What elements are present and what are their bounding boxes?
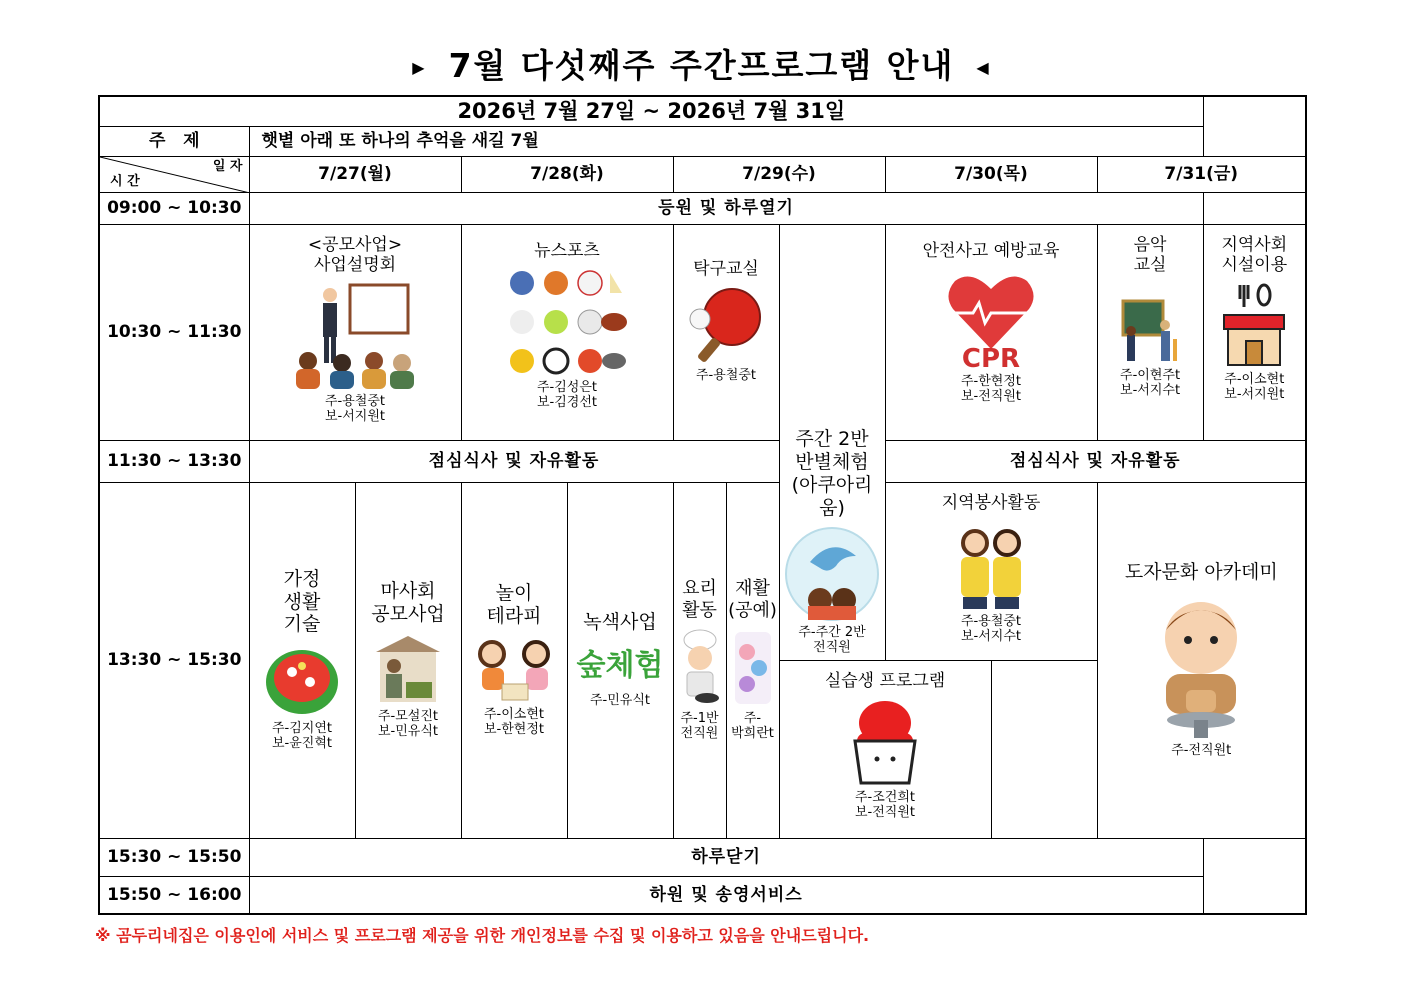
program-cell [726,482,779,838]
staff-text: 주-이소현t 보-서지원t [1224,372,1285,403]
lunch-band: 점심식사 및 자유활동 [885,440,1306,482]
right-triangle-icon: ◀ [976,58,991,77]
title-text: 7월 다섯째주 주간프로그램 안내 [448,46,955,85]
time-slot: 13:30 ~ 15:30 [99,482,249,838]
market-icon [370,632,446,706]
program-cell [1097,224,1203,440]
staff-text: 주-모설진t 보-민유식t [377,708,439,739]
staff-text: 주- 박희란t [731,710,774,741]
theme-label: 주 제 [99,126,249,156]
leaving-band: 하원 및 송영서비스 [249,876,1203,914]
program-title: 마사회 공모사업 [371,580,445,626]
day-header: 7/29(수) [673,156,885,192]
chef-icon [677,628,723,708]
kids-playing-icon [472,634,556,704]
program-title: 요리 활동 [682,578,717,622]
forest-experience-icon: 숲체험 [576,647,664,683]
program-cell [673,482,726,838]
theme-value: 햇볕 아래 또 하나의 추억을 새길 7월 [249,126,1203,156]
staff-text: 주-김지연t 보-윤진혁t [271,721,333,752]
program-cell [885,224,1097,440]
staff-text: 주-용철중t [695,367,757,383]
program-cell [461,224,673,440]
staff-text: 주-조건희t 보-전직원t [854,789,916,820]
program-title: 도자문화 아카데미 [1124,561,1278,584]
program-title: 놀이 테라피 [486,582,542,628]
volunteers-icon [949,519,1033,611]
time-slot: 15:50 ~ 16:00 [99,876,249,914]
program-cell [673,224,779,440]
program-title: 뉴스포츠 [534,240,600,261]
lunch-band: 점심식사 및 자유활동 [249,440,779,482]
day-header: 7/30(목) [885,156,1097,192]
staff-text: 주-전직원t [1171,742,1232,758]
program-title: 재활 (공예) [728,578,777,622]
program-cell [249,224,461,440]
cpr-heart-icon [939,267,1043,371]
time-slot: 11:30 ~ 13:30 [99,440,249,482]
period-heading: 2026년 7월 27일 ~ 2026년 7월 31일 [99,96,1203,126]
restaurant-icon [1218,281,1290,369]
cpr-text: CPR [961,343,1021,371]
left-triangle-icon: ▶ [412,58,427,77]
program-title: 녹색사업 [583,611,657,634]
program-title: 탁구교실 [693,258,759,279]
program-title: 가정 생활 기술 [283,567,321,636]
sports-balls-icon [506,267,628,377]
staff-text: 주-이소현t 보-한현정t [483,706,545,737]
program-cell [461,482,567,838]
octopus-cup-icon [843,697,927,787]
program-cell [885,482,1097,660]
time-slot: 15:30 ~ 15:50 [99,838,249,876]
schedule-table [98,95,1307,915]
program-cell [1203,224,1306,440]
time-label: 시 간 [110,173,140,189]
program-title: 지역봉사활동 [941,492,1041,513]
staff-text: 주-1반 전직원 [680,710,719,741]
staff-text: 주-한현정t 보-전직원t [960,373,1022,404]
page-title [0,40,1403,87]
program-title: 주간 2반 반별체험 (아쿠아리움) [791,428,873,519]
day-header: 7/27(월) [249,156,461,192]
presentation-icon [290,281,420,391]
music-class-icon [1115,295,1185,365]
program-cell [567,482,673,838]
day-label: 일 자 [212,158,243,174]
program-title: 실습생 프로그램 [824,670,946,691]
staff-text: 주-용철중t 보-서지원t [324,394,386,425]
day-header: 7/28(화) [461,156,673,192]
program-cell-trip [779,224,885,660]
program-cell [1097,482,1306,838]
program-title: 안전사고 예방교육 [922,240,1060,261]
staff-text: 주-주간 2반 전직원 [798,624,866,655]
staff-text: 주-이현주t 보-서지수t [1120,368,1181,399]
program-title: 지역사회 시설이용 [1221,234,1288,275]
program-cell [779,660,991,838]
craft-icon [731,628,775,708]
morning-band: 등원 및 하루열기 [249,192,1203,224]
aquarium-icon [784,526,880,622]
staff-text: 주-김성은t 보-김경선t [536,379,598,410]
pottery-boy-icon [1146,590,1256,740]
closing-band: 하루닫기 [249,838,1203,876]
salad-bowl-icon [262,642,342,718]
header-corner [99,156,249,192]
program-title: 음악 교실 [1133,234,1167,275]
staff-text: 주-용철중t 보-서지수t [960,613,1022,644]
day-header: 7/31(금) [1097,156,1306,192]
ping-pong-icon [686,285,766,365]
staff-text: 주-민유식t [589,692,651,708]
program-cell [249,482,355,838]
program-title: <공모사업> 사업설명회 [307,234,403,275]
privacy-notice: ※ 곰두리네집은 이용인에 서비스 및 프로그램 제공을 위한 개인정보를 수집 및 이용하고 있음을 안내드립니다. [95,926,870,945]
program-cell [355,482,461,838]
time-slot: 09:00 ~ 10:30 [99,192,249,224]
time-slot: 10:30 ~ 11:30 [99,224,249,440]
